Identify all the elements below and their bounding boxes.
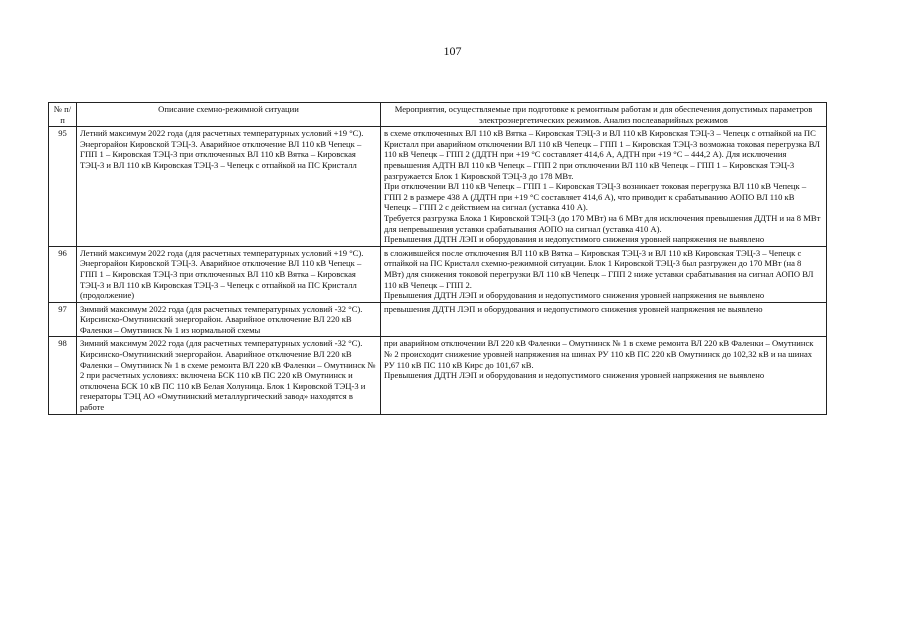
- page-number: 107: [443, 44, 462, 58]
- header-measures: Мероприятия, осуществляемые при подготовке к ремонтным работам и для обеспечения допустимых параметров электроэнергетических режимов. Анализ послеаварийных режимов: [381, 103, 827, 127]
- measures-paragraph: превышения ДДТН ЛЭП и оборудования и недопустимого снижения уровней напряжения не выявлено: [384, 303, 763, 314]
- row-measures: [381, 337, 827, 414]
- row-number: 96: [49, 246, 77, 302]
- header-description: Описание схемно-режимной ситуации: [77, 103, 381, 127]
- measures-paragraph: в сложившейся после отключения ВЛ 110 кВ Вятка – Кировская ТЭЦ-3 и ВЛ 110 кВ Кировская ТЭЦ-3 – Чепецк с отпайкой на ПС Кристалл схемно-режимной ситуации. Блок 1 Кировской ТЭЦ-3 был разгружен до 170 МВт (на 8 МВт) для снижения токовой перегрузки ВЛ 110 кВ Чепецк – ГПП 2 ниже уставки срабатывания на сигнал АОПО ВЛ 110 кВ Чепецк – ГПП 2.: [384, 247, 814, 290]
- table-row: [49, 337, 827, 414]
- row-measures: [381, 302, 827, 337]
- measures-paragraph: Превышения ДДТН ЛЭП и оборудования и недопустимого снижения уровней напряжения не выявлено: [384, 234, 765, 245]
- measures-paragraph: при аварийном отключении ВЛ 220 кВ Фаленки – Омутнинск № 1 в схеме ремонта ВЛ 220 кВ Фаленки – Омутнинск № 2 происходит снижение уровней напряжения на шинах РУ 110 кВ ПС 220 кВ Омутнинск до 102,32 кВ и на шинах РУ 110 кВ ПС 110 кВ Кирс до 101,67 кВ.: [384, 338, 814, 370]
- row-description: Летний максимум 2022 года (для расчетных температурных условий +19 °С). Энергорайон Кировской ТЭЦ-3. Аварийное отключение ВЛ 110 кВ Чепецк – ГПП 1 – Кировская ТЭЦ-3 при отключенных ВЛ 110 кВ Вятка – Кировская ТЭЦ-3 и ВЛ 110 кВ Кировская ТЭЦ-3 – Чепецк с отпайкой на ПС Кристалл (продолжение): [77, 246, 381, 302]
- row-description: Зимний максимум 2022 года (для расчетных температурных условий -32 °С). Кирсинско-Омутнинский энергорайон. Аварийное отключение ВЛ 220 кВ Фаленки – Омутнинск № 1 из нормальной схемы: [77, 302, 381, 337]
- measures-table: [48, 102, 827, 415]
- table-header-row: [49, 103, 827, 127]
- row-measures: [381, 127, 827, 247]
- row-description: Зимний максимум 2022 года (для расчетных температурных условий -32 °С). Кирсинско-Омутнинский энергорайон. Аварийное отключение ВЛ 220 кВ Фаленки – Омутнинск № 1 в схеме ремонта ВЛ 220 кВ Фаленки – Омутнинск № 2 при расчетных условиях: включена БСК 110 кВ ПС 220 кВ Омутнинск и отключена БСК 10 кВ ПС 110 кВ Белая Холуница. Блок 1 Кировской ТЭЦ-3 и генераторы ТЭЦ АО «Омутнинский металлургический завод» находятся в работе: [77, 337, 381, 414]
- table-row: [49, 302, 827, 337]
- table-row: [49, 127, 827, 247]
- row-measures: [381, 246, 827, 302]
- measures-paragraph: в схеме отключенных ВЛ 110 кВ Вятка – Кировская ТЭЦ-3 и ВЛ 110 кВ Кировская ТЭЦ-3 – Чепецк с отпайкой на ПС Кристалл при аварийном отключении ВЛ 110 кВ Чепецк – ГПП 1 – Кировская ТЭЦ-3 возможна токовая перегрузка ВЛ 110 кВ Чепецк – ГПП 2 (ДДТН при +19 °С составляет 414,6 А, АДТН при +19 °С – 444,2 А). Для исключения превышения АДТН ВЛ 110 кВ Чепецк – ГПП 2 при отключении ВЛ 110 кВ Чепецк – ГПП 1 – Кировская ТЭЦ-3 разгружается Блок 1 Кировской ТЭЦ-3 до 178 МВт.: [384, 128, 821, 181]
- header-num: № п/п: [49, 103, 77, 127]
- table-row: [49, 246, 827, 302]
- measures-paragraph: Превышения ДДТН ЛЭП и оборудования и недопустимого снижения уровней напряжения не выявлено: [384, 370, 765, 381]
- measures-paragraph: При отключении ВЛ 110 кВ Чепецк – ГПП 1 – Кировская ТЭЦ-3 возникает токовая перегрузка ВЛ 110 кВ Чепецк – ГПП 2 в размере 438 А (ДДТН при +19 °С составляет 414,6 А), что приводит к срабатыванию АОПО ВЛ 110 кВ Чепецк – ГПП 2 с действием на сигнал (уставка 410 А).: [384, 181, 807, 213]
- row-number: 97: [49, 302, 77, 337]
- row-description: Летний максимум 2022 года (для расчетных температурных условий +19 °С). Энергорайон Кировской ТЭЦ-3. Аварийное отключение ВЛ 110 кВ Чепецк – ГПП 1 – Кировская ТЭЦ-3 при отключенных ВЛ 110 кВ Вятка – Кировская ТЭЦ-3 и ВЛ 110 кВ Кировская ТЭЦ-3 – Чепецк с отпайкой на ПС Кристалл: [77, 127, 381, 247]
- measures-paragraph: Превышения ДДТН ЛЭП и оборудования и недопустимого снижения уровней напряжения не выявлено: [384, 290, 765, 301]
- measures-paragraph: Требуется разгрузка Блока 1 Кировской ТЭЦ-3 (до 170 МВт) на 6 МВт для исключения превышения ДДТН и на 8 МВт для непревышения уставки срабатывания АОПО на сигнал (уставка 410 А).: [384, 212, 821, 234]
- row-number: 98: [49, 337, 77, 414]
- row-number: 95: [49, 127, 77, 247]
